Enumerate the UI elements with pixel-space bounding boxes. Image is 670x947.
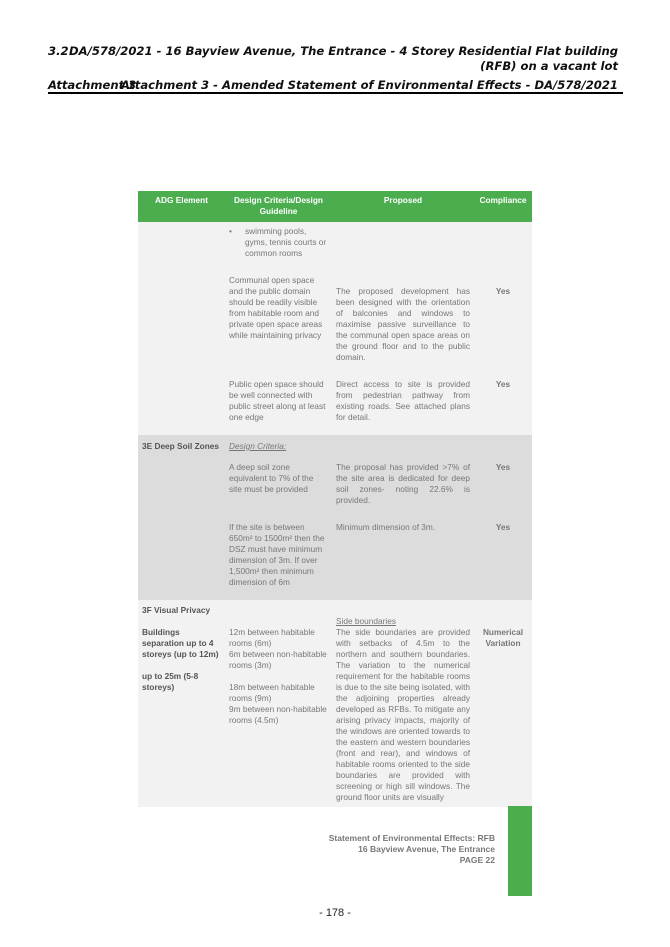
proposed-cell xyxy=(332,435,474,456)
criteria-cell: Public open space should be well connected with public street along at least one edge xyxy=(225,367,332,435)
proposed-cell: The proposal has provided >7% of the site area is dedicated for deep soil zones- noting 22.6% is provided. xyxy=(332,456,474,510)
table-row xyxy=(138,222,532,263)
item-number: 3.2 xyxy=(48,44,69,58)
criteria-text: 6m between non-habitable rooms (3m) xyxy=(229,649,327,670)
element-cell xyxy=(138,600,225,807)
proposed-cell: Direct access to site is provided from pedestrian pathway from existing roads. See attached plans for detail. xyxy=(332,367,474,435)
criteria-subheading: Design Criteria: xyxy=(229,441,287,451)
element-cell xyxy=(138,367,225,435)
criteria-cell: Communal open space and the public domain should be readily visible from habitable room and private open space areas while maintaining privacy xyxy=(225,263,332,367)
element-cell xyxy=(138,456,225,510)
compliance-cell: Numerical Variation xyxy=(474,600,532,807)
criteria-cell xyxy=(225,435,332,456)
footer-line: 16 Bayview Avenue, The Entrance xyxy=(358,844,495,854)
report-title-line1: DA/578/2021 - 16 Bayview Avenue, The Entrance - 4 Storey Residential Flat building xyxy=(69,44,618,58)
table-row xyxy=(138,600,532,807)
element-cell xyxy=(138,263,225,367)
report-title-line2: (RFB) on a vacant lot xyxy=(480,59,618,73)
adg-compliance-table xyxy=(138,191,532,807)
criteria-cell xyxy=(225,222,332,263)
proposed-cell xyxy=(332,600,474,807)
table-row xyxy=(138,263,532,367)
criteria-text: 18m between habitable rooms (9m) xyxy=(229,682,315,703)
compliance-cell: Yes xyxy=(474,510,532,600)
page-number: - 178 - xyxy=(319,907,351,919)
proposed-cell: The proposed development has been designed with the orientation of balconies and windows to maximise passive surveillance to the communal open space areas on the ground floor and to the public domain. xyxy=(332,263,474,367)
criteria-text: 12m between habitable rooms (6m) xyxy=(229,627,315,648)
footer-page-label: PAGE 22 xyxy=(459,855,495,865)
table-row xyxy=(138,367,532,435)
element-heading: 3F Visual Privacy xyxy=(142,605,211,615)
compliance-cell: Yes xyxy=(474,263,532,367)
bullet-item: • swimming pools, gyms, tennis courts or common rooms xyxy=(229,226,328,259)
header-rule xyxy=(48,92,623,94)
table-row xyxy=(138,510,532,600)
table-row xyxy=(138,435,532,456)
element-cell xyxy=(138,510,225,600)
criteria-text: 9m between non-habitable rooms (4.5m) xyxy=(229,704,327,725)
document-footer xyxy=(300,833,495,866)
proposed-cell xyxy=(332,222,474,263)
element-subheading: up to 25m (5-8 storeys) xyxy=(142,671,199,692)
proposed-subheading: Side boundaries xyxy=(336,616,396,626)
element-subheading: Buildings separation up to 4 storeys (up to 12m) xyxy=(142,627,219,659)
compliance-cell: Yes xyxy=(474,367,532,435)
column-header: ADG Element xyxy=(138,191,225,222)
footer-line: Statement of Environmental Effects: RFB xyxy=(328,833,495,843)
attachment-title: Attachment 3 - Amended Statement of Environmental Effects - DA/578/2021 xyxy=(120,78,618,92)
column-header: Compliance xyxy=(474,191,532,222)
green-page-tab xyxy=(508,806,532,896)
compliance-cell xyxy=(474,435,532,456)
element-cell: 3E Deep Soil Zones xyxy=(138,435,225,456)
table-header-row xyxy=(138,191,532,222)
criteria-cell xyxy=(225,600,332,807)
column-header: Design Criteria/Design Guideline xyxy=(225,191,332,222)
proposed-text: The side boundaries are provided with setbacks of 4.5m to the northern and southern boundaries. The variation to the numerical requirement for the habitable rooms is due to the site being isolated, with the adjoining properties already developed as RFBs. To mitigate any arising privacy impacts, majority of the windows are oriented towards to the eastern and western boundaries (front and rear), and windows of habitable rooms oriented to the side boundaries are provided with screening or high sill windows. The ground floor units are visually xyxy=(336,627,470,802)
column-header: Proposed xyxy=(332,191,474,222)
element-cell xyxy=(138,222,225,263)
table-row xyxy=(138,456,532,510)
attachment-label: Attachment 3 xyxy=(48,78,137,92)
proposed-cell: Minimum dimension of 3m. xyxy=(332,510,474,600)
criteria-cell: A deep soil zone equivalent to 7% of the site must be provided xyxy=(225,456,332,510)
compliance-cell xyxy=(474,222,532,263)
compliance-cell: Yes xyxy=(474,456,532,510)
criteria-cell: If the site is between 650m² to 1500m² then the DSZ must have minimum dimension of 3m. If over 1,500m² then minimum dimension of 6m xyxy=(225,510,332,600)
